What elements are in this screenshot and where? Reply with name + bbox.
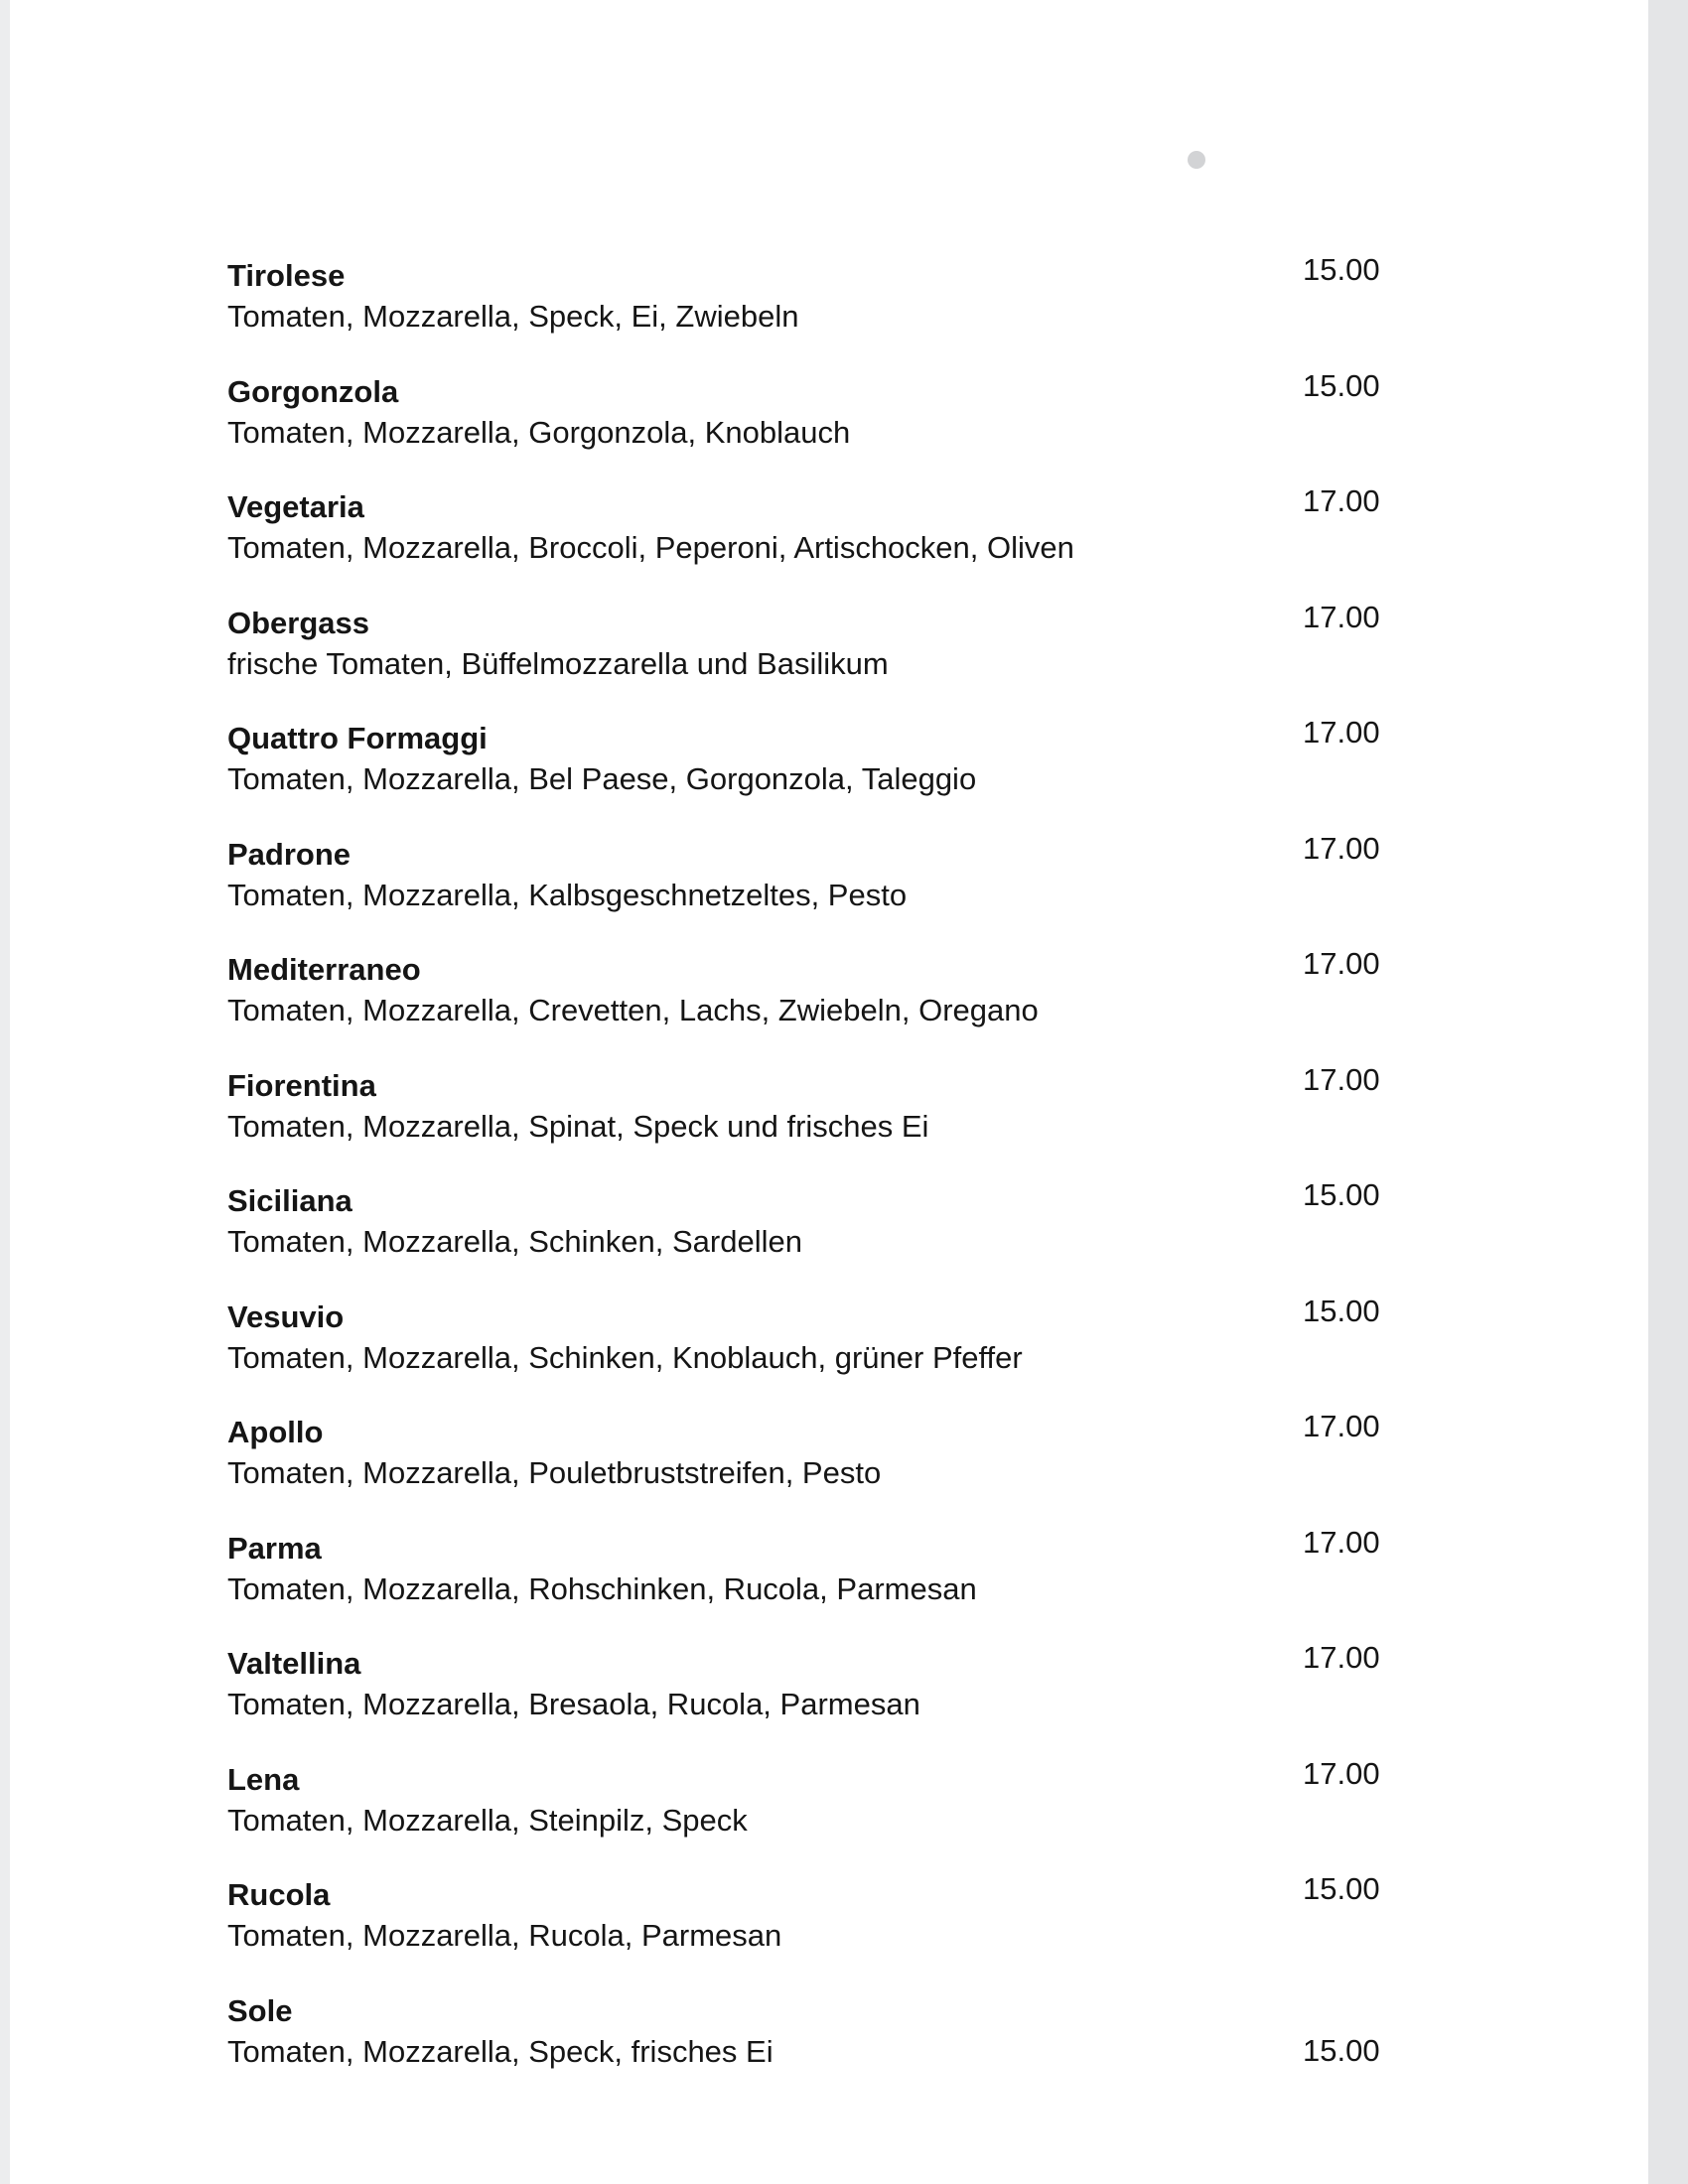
menu-item-description: Tomaten, Mozzarella, Rucola, Parmesan: [227, 1918, 782, 1953]
menu-item: [227, 946, 1399, 1066]
menu-item-name: Vesuvio: [227, 1298, 345, 1334]
menu-item: [227, 1640, 1399, 1760]
menu-item-description: Tomaten, Mozzarella, Crevetten, Lachs, Zwiebeln, Oregano: [227, 993, 1039, 1027]
menu-item-price: 15.00: [1303, 2032, 1380, 2068]
menu-item: [227, 1871, 1399, 1991]
menu-item-price: 15.00: [1303, 1871, 1380, 1906]
menu-item: [227, 715, 1399, 835]
menu-item-description: Tomaten, Mozzarella, Spinat, Speck und frisches Ei: [227, 1108, 929, 1144]
menu-item-description: Tomaten, Mozzarella, Bel Paese, Gorgonzola, Taleggio: [227, 761, 977, 796]
menu-item-name: Valtellina: [227, 1646, 361, 1681]
menu-item-price: 17.00: [1303, 599, 1380, 634]
menu-item-price: 15.00: [1303, 1177, 1380, 1212]
menu-item-name: Mediterraneo: [227, 952, 421, 987]
menu-item: [227, 830, 1399, 951]
menu-item: [227, 1524, 1399, 1645]
menu-item-price: 17.00: [1303, 946, 1380, 981]
menu-item-description: Tomaten, Mozzarella, Pouletbruststreifen, Pesto: [227, 1455, 882, 1490]
menu-item-description: Tomaten, Mozzarella, Rohschinken, Rucola, Parmesan: [227, 1570, 977, 1606]
menu-item: [227, 1293, 1399, 1414]
pizza-menu-list: [227, 252, 1399, 2107]
menu-item-description: Tomaten, Mozzarella, Schinken, Knoblauch, grüner Pfeffer: [227, 1339, 1023, 1375]
menu-item-name: Obergass: [227, 605, 370, 640]
menu-item-name: Quattro Formaggi: [227, 721, 488, 755]
menu-item-description: Tomaten, Mozzarella, Broccoli, Peperoni, Artischocken, Oliven: [227, 530, 1074, 565]
menu-item-price: 17.00: [1303, 483, 1380, 518]
menu-item-name: Vegetaria: [227, 489, 364, 524]
menu-item-price: 15.00: [1303, 252, 1380, 287]
menu-item-description: Tomaten, Mozzarella, Gorgonzola, Knoblauch: [227, 414, 851, 450]
menu-item-name: Apollo: [227, 1415, 324, 1449]
menu-item-price: 17.00: [1303, 1061, 1380, 1097]
menu-item-name: Siciliana: [227, 1183, 352, 1218]
menu-item-price: 17.00: [1303, 830, 1380, 866]
menu-item-description: Tomaten, Mozzarella, Schinken, Sardellen: [227, 1224, 802, 1259]
menu-item-description: frische Tomaten, Büffelmozzarella und Basilikum: [227, 645, 889, 681]
menu-item: [227, 1755, 1399, 1876]
menu-item-description: Tomaten, Mozzarella, Speck, Ei, Zwiebeln: [227, 299, 799, 334]
menu-item-name: Lena: [227, 1761, 300, 1797]
menu-item-description: Tomaten, Mozzarella, Bresaola, Rucola, Parmesan: [227, 1687, 920, 1721]
menu-item: [227, 367, 1399, 488]
menu-item-price: 17.00: [1303, 715, 1380, 750]
menu-item-price: 17.00: [1303, 1524, 1380, 1560]
menu-item: [227, 1409, 1399, 1529]
scan-edge: [1648, 0, 1688, 2184]
menu-item-description: Tomaten, Mozzarella, Steinpilz, Speck: [227, 1802, 748, 1838]
menu-item-price: 15.00: [1303, 1293, 1380, 1328]
menu-item-name: Gorgonzola: [227, 373, 399, 409]
menu-item-description: Tomaten, Mozzarella, Speck, frisches Ei: [227, 2033, 774, 2069]
menu-item-price: 17.00: [1303, 1640, 1380, 1675]
menu-item: [227, 483, 1399, 604]
menu-item-price: 17.00: [1303, 1755, 1380, 1791]
menu-item: [227, 252, 1399, 372]
menu-item-name: Tirolese: [227, 258, 346, 293]
menu-item-description: Tomaten, Mozzarella, Kalbsgeschnetzeltes, Pesto: [227, 877, 908, 912]
scan-dot-mark: [1188, 151, 1205, 169]
menu-item-name: Parma: [227, 1530, 322, 1566]
menu-item: [227, 1061, 1399, 1182]
menu-item-name: Padrone: [227, 836, 352, 872]
menu-item-price: 15.00: [1303, 367, 1380, 403]
menu-item: [227, 599, 1399, 720]
menu-item-price: 17.00: [1303, 1409, 1380, 1443]
menu-item: [227, 1991, 1399, 2108]
menu-item-name: Rucola: [227, 1877, 331, 1912]
menu-item: [227, 1177, 1399, 1297]
menu-item-name: Sole: [227, 1992, 293, 2028]
menu-item-name: Fiorentina: [227, 1067, 376, 1103]
